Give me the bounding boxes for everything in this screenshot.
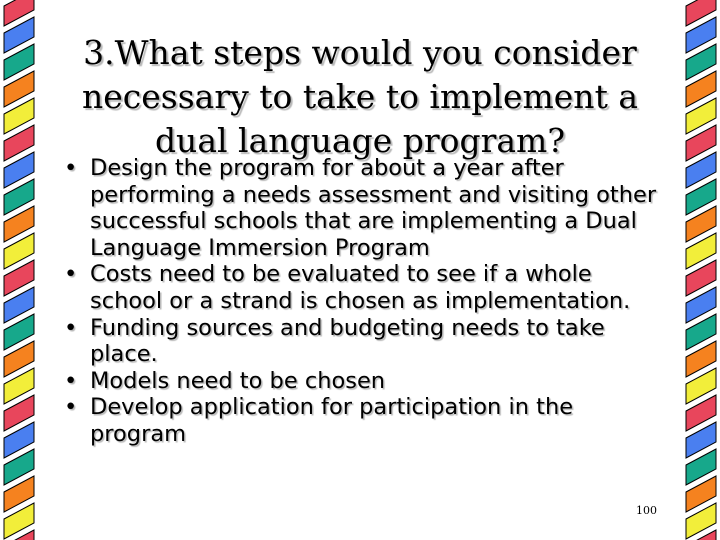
left-decorative-border: [0, 0, 38, 540]
bullet-marker: •: [64, 314, 78, 341]
bullet-text: Models need to be chosen: [90, 367, 386, 394]
bullet-item: [60, 394, 660, 447]
bullet-marker: •: [64, 394, 78, 421]
bullet-text: Design the program for about a year after performing a needs assessment and visiting other successful schools that are implementing a Dual Language Immersion Program: [90, 155, 657, 261]
bullet-item: [60, 368, 660, 395]
page-number: 100: [636, 504, 657, 517]
slide-title: 3.What steps would you consider necessary to take to implement a dual language program?: [82, 33, 638, 160]
right-decorative-border: [682, 0, 720, 540]
bullet-text: Develop application for participation in the program: [90, 394, 574, 447]
bullet-text: Funding sources and budgeting needs to take place.: [90, 314, 605, 368]
bullet-text: Costs need to be evaluated to see if a whole school or a strand is chosen as implementation.: [90, 261, 631, 314]
bullet-marker: •: [64, 367, 78, 394]
bullet-marker: •: [64, 155, 78, 181]
bullet-item: [60, 155, 660, 261]
bullet-list: [60, 155, 660, 448]
bullet-item: [60, 261, 660, 314]
bullet-item: [60, 315, 660, 368]
bullet-marker: •: [64, 261, 78, 288]
